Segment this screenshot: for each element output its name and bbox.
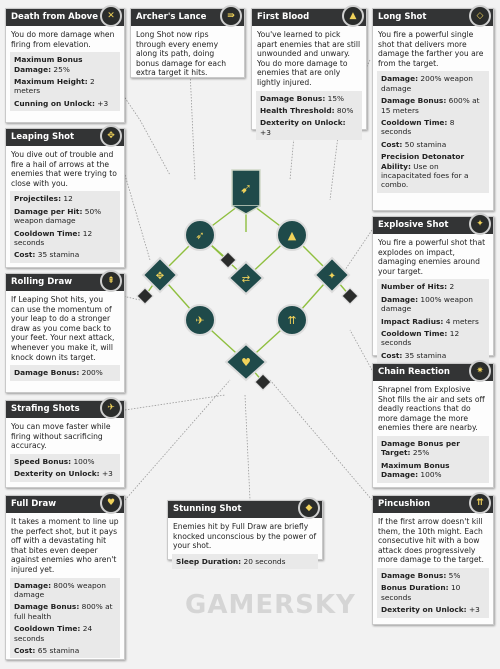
card-description: Long Shot now rips through every enemy along its path, doing bonus damage for each extra target it hits.	[136, 30, 227, 78]
watermark: GAMERSKY	[185, 590, 356, 620]
stat-row: Dexterity on Unlock: +3	[14, 469, 113, 479]
stat-row: Dexterity on Unlock: +3	[260, 118, 346, 137]
card-archers-lance	[130, 8, 245, 78]
stat-row: Damage Bonus: 15%	[260, 93, 345, 103]
card-stats	[377, 279, 489, 363]
arrows-up-icon: ⇈	[469, 492, 491, 514]
stat-row: Cooldown Time: 12 seconds	[381, 329, 460, 348]
card-stats	[377, 71, 489, 192]
stat-row: Impact Radius: 4 meters	[381, 316, 479, 326]
explosion-icon: ✦	[469, 213, 491, 235]
card-leaping-shot	[5, 128, 125, 268]
stat-row: Cooldown Time: 8 seconds	[381, 118, 455, 137]
stat-row: Cost: 65 stamina	[14, 646, 80, 655]
card-description: Shrapnel from Explosive Shot fills the air and sets off deadly reactions that do more damage the more enemies there are nearby.	[378, 385, 485, 433]
card-stats	[10, 191, 120, 262]
card-description: You can move faster while firing without sacrificing accuracy.	[11, 422, 111, 451]
svg-text:⇈: ⇈	[287, 314, 297, 327]
stat-row: Maximum Bonus Damage: 25%	[14, 55, 83, 74]
stat-row: Bonus Duration: 10 seconds	[381, 583, 461, 602]
stat-row: Cost: 50 stamina	[381, 139, 447, 149]
stat-row: Number of Hits: 2	[381, 282, 455, 292]
card-title: Archer's Lance ⇛	[131, 9, 244, 26]
stat-row: Speed Bonus: 100%	[14, 456, 95, 466]
stat-row: Damage Bonus: 800% at full health	[14, 602, 113, 621]
card-description: You fire a powerful single shot that delivers more damage the farther you are from the target.	[378, 30, 484, 68]
stat-row: Dexterity on Unlock: +3	[381, 605, 480, 615]
stat-row: Damage per Hit: 50% weapon damage	[14, 206, 102, 226]
card-title: Explosive Shot ✦	[373, 217, 493, 234]
card-description: If Leaping Shot hits, you can use the momentum of your leap to do a stronger draw as you come back to your feet. Your next attack, whenever you make it, will knock down its target.	[11, 295, 115, 362]
cross-arrows-icon: ✕	[100, 5, 122, 27]
card-explosive-shot	[372, 216, 494, 360]
stat-row: Cooldown Time: 12 seconds	[14, 228, 93, 247]
card-stats	[10, 52, 120, 111]
stat-row: Health Threshold: 80%	[260, 105, 354, 115]
stat-row: Damage Bonus: 600% at 15 meters	[381, 96, 480, 115]
card-stats	[10, 454, 120, 482]
stat-row: Damage Bonus per Target: 25%	[381, 438, 460, 458]
roll-icon: ⇞	[100, 270, 122, 292]
card-title: Full Draw ♥	[6, 496, 124, 513]
stun-icon: ◆	[298, 497, 320, 519]
card-chain-reaction	[372, 363, 494, 488]
arrowhead-icon: ▲	[342, 5, 364, 27]
card-stats	[10, 578, 120, 659]
leap-icon: ✥	[100, 125, 122, 147]
card-description: Enemies hit by Full Draw are briefly knocked unconscious by the power of your shot.	[173, 522, 317, 551]
svg-text:✦: ✦	[327, 271, 337, 282]
stat-row: Damage: 800% weapon damage	[14, 580, 106, 599]
stat-row: Projectiles: 12	[14, 194, 73, 204]
card-title: Pincushion ⇈	[373, 496, 493, 513]
lance-icon: ⇛	[220, 5, 242, 27]
card-stats	[377, 436, 489, 483]
card-title: Stunning Shot ◆	[168, 501, 322, 518]
card-full-draw	[5, 495, 125, 660]
stat-row: Damage Bonus: 5%	[381, 570, 461, 580]
card-stats	[377, 568, 489, 618]
card-first-blood	[251, 8, 367, 137]
stat-row: Cooldown Time: 24 seconds	[14, 624, 93, 643]
stat-row: Maximum Height: 2 meters	[14, 77, 95, 96]
card-title: Rolling Draw ⇞	[6, 274, 124, 291]
card-pincushion	[372, 495, 494, 625]
card-description: You fire a powerful shot that explodes on impact, damaging enemies around your target.	[378, 238, 486, 276]
svg-text:➹: ➹	[240, 181, 252, 197]
tree-node-strafing	[185, 305, 215, 335]
card-title: Chain Reaction ✷	[373, 364, 493, 381]
stat-row: Cost: 35 stamina	[14, 250, 80, 260]
svg-text:✥: ✥	[155, 271, 165, 282]
strafe-icon: ✈	[100, 397, 122, 419]
stat-row: Maximum Bonus Damage: 100%	[381, 460, 450, 480]
card-description: If the first arrow doesn't kill them, the 10th might. Each consecutive hit with a bow attack does progressively more damage to the target.	[378, 517, 484, 565]
card-title: Strafing Shots ✈	[6, 401, 124, 418]
bow-icon: ◇	[469, 5, 491, 27]
svg-text:✈: ✈	[195, 314, 205, 327]
card-title: Long Shot ◇	[373, 9, 493, 26]
tree-node-small-rolling	[137, 288, 153, 304]
card-death-from-above	[5, 8, 125, 123]
stat-row: Precision Detonator Ability: Use on incapacitated foes for a combo.	[381, 152, 469, 190]
svg-text:➶: ➶	[195, 229, 205, 242]
stat-row: Damage: 100% weapon damage	[381, 294, 473, 314]
card-description: You've learned to pick apart enemies that are still unwounded and unwary. You do more damage to enemies that are only lightly injured.	[257, 30, 361, 87]
svg-text:⇄: ⇄	[241, 274, 251, 285]
stat-row: Cost: 35 stamina	[381, 350, 447, 360]
heart-arrow-icon: ♥	[100, 492, 122, 514]
card-strafing-shots	[5, 400, 125, 488]
card-title: Death from Above ✕	[6, 9, 124, 26]
svg-text:♥: ♥	[241, 356, 251, 369]
burst-icon: ✷	[469, 360, 491, 382]
card-long-shot	[372, 8, 494, 211]
card-stunning-shot	[167, 500, 323, 566]
card-description: You dive out of trouble and fire a hail of arrows at the enemies that were trying to close with you.	[11, 150, 117, 188]
card-title: Leaping Shot ✥	[6, 129, 124, 146]
stat-row: Cunning on Unlock: +3	[14, 98, 109, 108]
card-stats	[10, 365, 120, 380]
stat-row: Damage Bonus: 200%	[14, 368, 103, 378]
card-title: First Blood ▲	[252, 9, 366, 26]
svg-text:▲: ▲	[287, 229, 297, 242]
tree-root-banner	[232, 170, 260, 214]
card-stats	[256, 91, 362, 141]
card-rolling-draw	[5, 273, 125, 393]
card-description: It takes a moment to line up the perfect shot, but it pays off with a devastating hit that bites even deeper against enemies who aren't injured yet.	[11, 517, 119, 574]
stat-row: Damage: 200% weapon damage	[381, 74, 473, 93]
stat-row: Sleep Duration: 20 seconds	[176, 556, 286, 566]
card-description: You do more damage when firing from elevation.	[11, 30, 115, 49]
card-stats	[172, 554, 318, 569]
tree-node-pincushion	[277, 305, 307, 335]
tree-node-first-blood	[277, 220, 307, 250]
tree-node-long-shot	[185, 220, 215, 250]
